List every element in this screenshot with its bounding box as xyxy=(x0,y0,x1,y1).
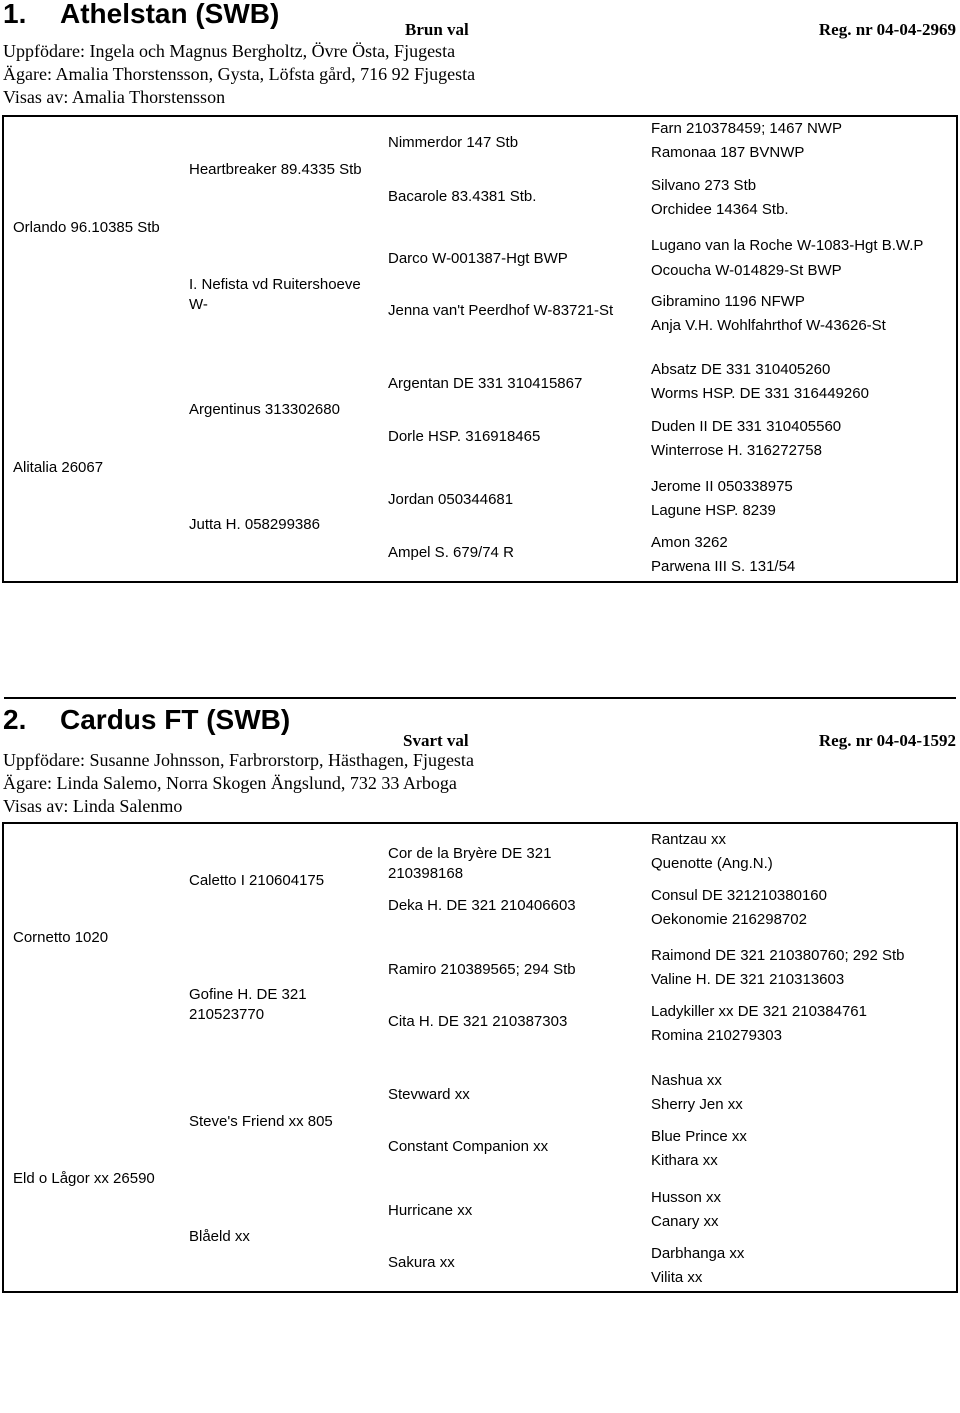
owner: Ägare: Amalia Thorstensson, Gysta, Löfsta gård, 716 92 Fjugesta xyxy=(3,64,476,84)
pedigree-gen4: Canary xx xyxy=(651,1213,719,1230)
horse-number: 1. xyxy=(3,0,27,29)
pedigree-gen4: Ramonaa 187 BVNWP xyxy=(651,144,805,161)
pedigree-gen4: Husson xx xyxy=(651,1189,722,1206)
pedigree-gen2: Blåeld xx xyxy=(189,1228,250,1245)
pedigree-gen4: Duden II DE 331 310405560 xyxy=(651,418,842,435)
pedigree-gen4: Romina 210279303 xyxy=(651,1027,782,1044)
pedigree-gen3: Sakura xx xyxy=(388,1254,455,1271)
pedigree-gen2: Heartbreaker 89.4335 Stb xyxy=(189,161,362,178)
pedigree-gen2: Argentinus 313302680 xyxy=(189,401,340,418)
pedigree-table xyxy=(2,115,958,583)
pedigree-sire: Orlando 96.10385 Stb xyxy=(13,219,160,236)
pedigree-gen2: Gofine H. DE 321 210523770 xyxy=(189,986,307,1023)
pedigree-gen2: Jutta H. 058299386 xyxy=(189,516,320,533)
pedigree-gen3: Jordan 050344681 xyxy=(388,491,514,508)
shown-by: Visas av: Amalia Thorstensson xyxy=(3,87,226,107)
pedigree-gen2: Steve's Friend xx 805 xyxy=(189,1113,333,1130)
pedigree-gen4: Ocoucha W-014829-St BWP xyxy=(651,262,842,279)
pedigree-gen4: Kithara xx xyxy=(651,1152,718,1169)
pedigree-gen4: Farn 210378459; 1467 NWP xyxy=(651,120,842,137)
pedigree-gen4: Ladykiller xx DE 321 210384761 xyxy=(651,1003,867,1020)
horse-color: Brun val xyxy=(405,20,469,39)
registration-number: Reg. nr 04-04-2969 xyxy=(818,20,956,39)
pedigree-gen4: Parwena III S. 131/54 xyxy=(651,558,796,575)
pedigree-gen4: Absatz DE 331 310405260 xyxy=(651,361,831,378)
pedigree-gen4: Vilita xx xyxy=(651,1269,703,1286)
pedigree-gen4: Worms HSP. DE 331 316449260 xyxy=(651,385,869,402)
pedigree-gen4: Gibramino 1196 NFWP xyxy=(651,293,805,310)
horse-number: 2. xyxy=(3,704,27,735)
pedigree-gen3: Nimmerdor 147 Stb xyxy=(388,134,519,151)
pedigree-gen4: Jerome II 050338975 xyxy=(651,478,793,495)
pedigree-gen3: Bacarole 83.4381 Stb. xyxy=(388,188,537,205)
pedigree-gen3: Deka H. DE 321 210406603 xyxy=(388,897,576,914)
pedigree-gen3: Stevward xx xyxy=(388,1086,470,1103)
pedigree-gen4: Orchidee 14364 Stb. xyxy=(651,201,789,218)
pedigree-gen3: Dorle HSP. 316918465 xyxy=(388,428,541,445)
pedigree-gen2: Caletto I 210604175 xyxy=(189,872,325,889)
pedigree-gen4: Anja V.H. Wohlfahrthof W-43626-St xyxy=(651,317,886,334)
pedigree-gen4: Valine H. DE 321 210313603 xyxy=(651,971,845,988)
pedigree-gen4: Lagune HSP. 8239 xyxy=(651,502,776,519)
registration-number: Reg. nr 04-04-1592 xyxy=(818,731,956,750)
section-divider xyxy=(4,697,956,699)
pedigree-gen4: Amon 3262 xyxy=(651,534,728,551)
pedigree-gen4: Lugano van la Roche W-1083-Hgt B.W.P xyxy=(651,237,924,254)
pedigree-gen3: Argentan DE 331 310415867 xyxy=(388,375,583,392)
pedigree-gen2: I. Nefista vd Ruitershoeve W- xyxy=(189,276,361,313)
horse-name: Cardus FT (SWB) xyxy=(60,704,291,735)
pedigree-gen4: Sherry Jen xx xyxy=(651,1096,743,1113)
pedigree-gen4: Nashua xx xyxy=(651,1072,722,1089)
pedigree-gen4: Silvano 273 Stb xyxy=(651,177,757,194)
owner: Ägare: Linda Salemo, Norra Skogen Ängslund, 732 33 Arboga xyxy=(3,773,457,793)
pedigree-gen3: Ramiro 210389565; 294 Stb xyxy=(388,961,576,978)
pedigree-dam: Alitalia 26067 xyxy=(13,459,104,476)
horse-color: Svart val xyxy=(403,731,469,750)
pedigree-sire: Cornetto 1020 xyxy=(13,929,109,946)
breeder: Uppfödare: Susanne Johnsson, Farbrorstorp, Hästhagen, Fjugesta xyxy=(3,750,474,770)
pedigree-gen3: Constant Companion xx xyxy=(388,1138,549,1155)
pedigree-gen4: Oekonomie 216298702 xyxy=(651,911,807,928)
breeder: Uppfödare: Ingela och Magnus Bergholtz, Övre Östa, Fjugesta xyxy=(3,41,456,61)
pedigree-gen4: Rantzau xx xyxy=(651,831,727,848)
pedigree-gen4: Consul DE 321210380160 xyxy=(651,887,827,904)
pedigree-gen3: Cor de la Bryère DE 321 210398168 xyxy=(388,845,552,882)
horse-name: Athelstan (SWB) xyxy=(60,0,280,29)
pedigree-gen3: Hurricane xx xyxy=(388,1202,473,1219)
pedigree-gen4: Blue Prince xx xyxy=(651,1128,747,1145)
pedigree-gen3: Darco W-001387-Hgt BWP xyxy=(388,250,568,267)
shown-by: Visas av: Linda Salenmo xyxy=(3,796,183,816)
pedigree-dam: Eld o Lågor xx 26590 xyxy=(13,1170,155,1187)
pedigree-gen3: Jenna van't Peerdhof W-83721-St xyxy=(388,302,614,319)
pedigree-gen3: Ampel S. 679/74 R xyxy=(388,544,514,561)
pedigree-gen4: Darbhanga xx xyxy=(651,1245,745,1262)
pedigree-gen4: Winterrose H. 316272758 xyxy=(651,442,822,459)
pedigree-gen4: Quenotte (Ang.N.) xyxy=(651,855,773,872)
pedigree-gen4: Raimond DE 321 210380760; 292 Stb xyxy=(651,947,905,964)
pedigree-gen3: Cita H. DE 321 210387303 xyxy=(388,1013,568,1030)
